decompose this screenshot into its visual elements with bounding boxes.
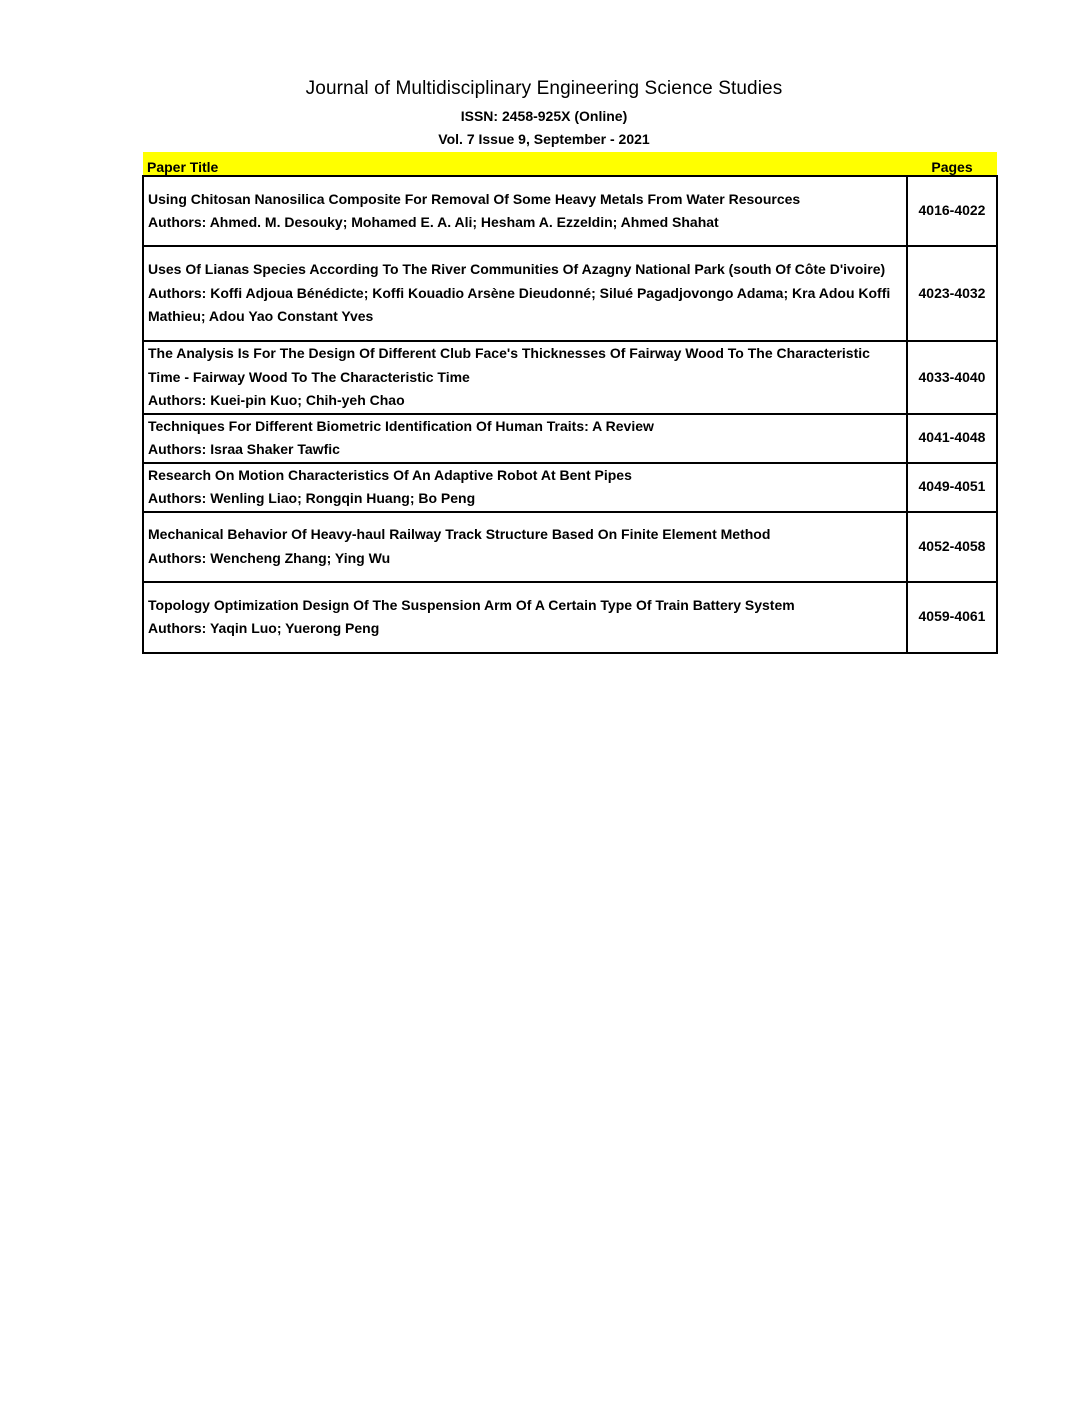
- paper-cell: [143, 582, 907, 653]
- table-row: [143, 463, 997, 512]
- paper-pages: 4023-4032: [907, 246, 997, 341]
- paper-authors: Authors: Israa Shaker Tawfic: [148, 441, 340, 457]
- table-of-contents: [142, 152, 998, 654]
- paper-authors: Authors: Wencheng Zhang; Ying Wu: [148, 549, 391, 566]
- table-row: [143, 246, 997, 341]
- table-header: [143, 152, 997, 176]
- table-row: [143, 414, 997, 463]
- paper-authors: Authors: Yaqin Luo; Yuerong Peng: [148, 620, 380, 636]
- paper-pages: 4033-4040: [907, 341, 997, 414]
- journal-title: Journal of Multidisciplinary Engineering Science Studies: [305, 78, 783, 99]
- table-body: [143, 176, 997, 653]
- paper-title[interactable]: Research On Motion Characteristics Of An Adaptive Robot At Bent Pipes: [148, 466, 632, 483]
- paper-authors: Authors: Kuei-pin Kuo; Chih-yeh Chao: [148, 392, 405, 408]
- paper-title[interactable]: Uses Of Lianas Species According To The River Communities Of Azagny National Park (south Of Côte D'ivoire): [148, 261, 886, 278]
- paper-cell: [143, 512, 907, 582]
- table-row: [143, 512, 997, 582]
- paper-title[interactable]: Techniques For Different Biometric Identification Of Human Traits: A Review: [148, 417, 654, 434]
- paper-cell: [143, 341, 907, 414]
- paper-authors: Authors: Wenling Liao; Rongqin Huang; Bo Peng: [148, 490, 476, 506]
- paper-pages: 4041-4048: [907, 414, 997, 463]
- paper-authors: Authors: Ahmed. M. Desouky; Mohamed E. A. Ali; Hesham A. Ezzeldin; Ahmed Shahat: [148, 214, 719, 230]
- paper-title[interactable]: Using Chitosan Nanosilica Composite For Removal Of Some Heavy Metals From Water Resources: [148, 190, 801, 207]
- paper-title[interactable]: Topology Optimization Design Of The Suspension Arm Of A Certain Type Of Train Battery System: [148, 596, 795, 613]
- paper-title[interactable]: Mechanical Behavior Of Heavy-haul Railway Track Structure Based On Finite Element Method: [148, 526, 771, 542]
- table-row: [143, 341, 997, 414]
- journal-issn: ISSN: 2458-925X (Online): [460, 108, 628, 124]
- paper-cell: [143, 176, 907, 246]
- paper-cell: [143, 414, 907, 463]
- table-header-row: [143, 152, 997, 176]
- paper-title[interactable]: The Analysis Is For The Design Of Different Club Face's Thicknesses Of Fairway Wood To The Characteristic Time - Fairway Wood To The Characteristic Time: [148, 345, 870, 385]
- paper-authors: Authors: Koffi Adjoua Bénédicte; Koffi Kouadio Arsène Dieudonné; Silué Pagadjovongo Adama; Kra Adou Koffi Mathieu; Adou Yao Constant Yves: [148, 284, 891, 325]
- column-header-pages: Pages: [907, 152, 997, 176]
- table-row: [143, 582, 997, 653]
- paper-cell: [143, 246, 907, 341]
- paper-pages: 4049-4051: [907, 463, 997, 512]
- paper-cell: [143, 463, 907, 512]
- journal-volume-issue: Vol. 7 Issue 9, September - 2021: [438, 131, 650, 147]
- paper-pages: 4059-4061: [907, 582, 997, 653]
- paper-pages: 4016-4022: [907, 176, 997, 246]
- column-header-paper-title: Paper Title: [143, 152, 907, 176]
- paper-pages: 4052-4058: [907, 512, 997, 582]
- table-row: [143, 176, 997, 246]
